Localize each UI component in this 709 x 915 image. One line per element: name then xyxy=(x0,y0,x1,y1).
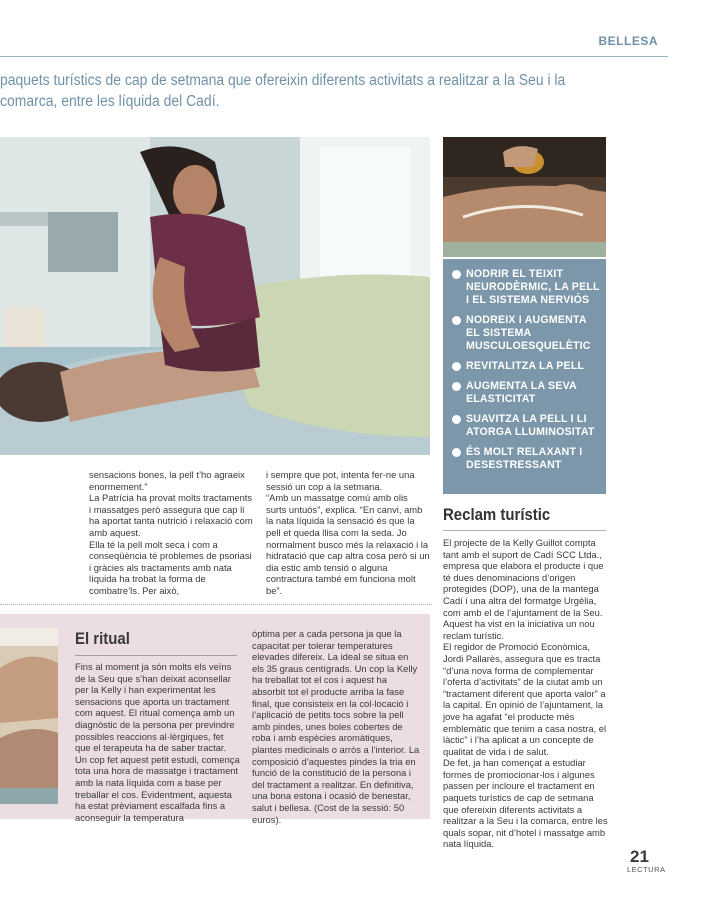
article-paragraph: Ella té la pell molt seca i com a conseqüència té problemes de psoriasi i gràcies als tractaments amb nata líquida ha trobat la forma de combatre’ls. Per això, xyxy=(89,538,252,596)
article-paragraph: sensacions bones, la pell t’ho agraeix enormement.” xyxy=(89,469,245,492)
massage-photo xyxy=(0,137,430,455)
reclam-paragraph: El projecte de la Kelly Guillot compta tant amb el suport de Cadí SCC Ltda., empresa que elabora el producte i que té dues denominacions d’origen protegides (DOP), una de la mantega Cadí i una altra del formatge Urgèlia, com amb el de l’ajuntament de la Seu. Aquest ha vist en la iniciativa un nou reclam turístic. xyxy=(443,537,604,641)
ritual-title: El ritual xyxy=(75,629,130,648)
article-paragraph: “Amb un massatge comú amb olis surts untuós”, explica. “En canvi, amb la nata líquida la sensació és que la pell et queda llisa com la seda. Jo normalment busco més la relaxació i la hidratació que cap altra cosa però si un dia estic amb tensió o alguna contractura també em funciona molt be”. xyxy=(266,492,430,596)
oil-pouring-photo xyxy=(443,137,606,257)
intro-text: paquets turístics de cap de setmana que ofereixin diferents activitats a realitzar a la Seu i la comarca, entre les líquida del Cadí. xyxy=(0,72,566,110)
ritual-photo xyxy=(0,628,58,804)
reclam-body xyxy=(443,537,608,850)
page-label: LECTURA xyxy=(627,865,666,874)
reclam-title: Reclam turístic xyxy=(443,505,551,524)
page-number: 21 xyxy=(630,847,649,866)
ritual-divider xyxy=(0,604,432,605)
benefits-panel xyxy=(443,259,606,494)
benefits-list xyxy=(443,259,606,472)
article-column-2 xyxy=(266,469,430,597)
reclam-rule xyxy=(443,530,606,531)
benefit-item: AUGMENTA LA SEVA ELASTICITAT xyxy=(452,380,600,406)
reclam-paragraph: El regidor de Promoció Econòmica, Jordi Pallarès, assegura que es tracta “d’una nova forma de complementar l’oferta d’activitats” de la ciutat amb un “tractament diferent que aporta valor” a la capital. En opinió de l’ajuntament, la jove ha agafat “el producte més emblemàtic que tenim a casa nostra, el làctic” i l’ha aplicat a un concepte de qualitat de vida i de salut. xyxy=(443,641,607,757)
article-paragraph: i sempre que pot, intenta fer-ne una sessió un cop a la setmana. xyxy=(266,469,415,492)
article-paragraph: La Patrícia ha provat molts tractaments i massatges però assegura que cap li ha aportat tanta nutrició i relaxació com amb aquest. xyxy=(89,492,253,538)
ritual-rule xyxy=(75,655,237,656)
benefit-item: SUAVITZA LA PELL I LI ATORGA LLUMINOSITAT xyxy=(452,413,600,439)
article-column-1 xyxy=(89,469,253,597)
oil-pouring-illustration xyxy=(443,137,606,257)
ritual-column-2: òptima per a cada persona ja que la capacitat per tolerar temperatures elevades difereix. La ideal se situa en els 35 graus centígrads. Un cop la Kelly ha treballat tot el cos i aquest ha absorbit tot el producte arriba la fase final, que consisteix en la col·locació i l’aplicació de petits tocs sobre la pell amb pindes, unes boles cobertes de roba i amb espècies aromàtiques, plantes medicinals o arròs a l’interior. La composició d’aquestes pindes la tria en funció de la constitució de la persona i del tractament a realitzar. En definitiva, una bona estona i ocasió de benestar, salut i bellesa. (Cost de la sessió: 50 euros). xyxy=(252,628,420,825)
massage-photo-illustration xyxy=(0,137,430,455)
benefit-item: NODREIX I AUGMENTA EL SISTEMA MUSCULOESQUELÈTIC xyxy=(452,314,600,353)
benefit-item: REVITALITZA LA PELL xyxy=(452,360,600,373)
ritual-column-1: Fins al moment ja són molts els veïns de la Seu que s’han deixat aconsellar per la Kelly i han experimentat les sensacions que aporta un tractament com aquest. El ritual comença amb un diagnòstic de la persona per previndre possibles reaccions al·lèrgiques, fet que el terapeuta ha de saber tractar. Un cop fet aquest petit estudi, comença tota una hora de massatge i tractament amb la nata líquida com a base per treballar el cos. Evidentment, aquesta ha estat prèviament escalfada fins a aconseguir la temperatura xyxy=(75,661,240,823)
header-rule xyxy=(0,56,668,57)
reclam-paragraph: De fet, ja han començat a estudiar formes de promocionar-los i algunes passen per incloure el tractament en paquets turístics de cap de setmana que ofereixin diferents activitats a realitzar a la Seu i la comarca, entre les quals sopar, nit d’hotel i massatge amb nata líquida. xyxy=(443,757,608,850)
benefit-item: NODRIR EL TEIXIT NEURODÈRMIC, LA PELL I EL SISTEMA NERVIÓS xyxy=(452,268,600,307)
section-tag: BELLESA xyxy=(598,34,658,48)
ritual-photo-illustration xyxy=(0,628,58,804)
benefit-item: ÉS MOLT RELAXANT I DESESTRESSANT xyxy=(452,446,600,472)
